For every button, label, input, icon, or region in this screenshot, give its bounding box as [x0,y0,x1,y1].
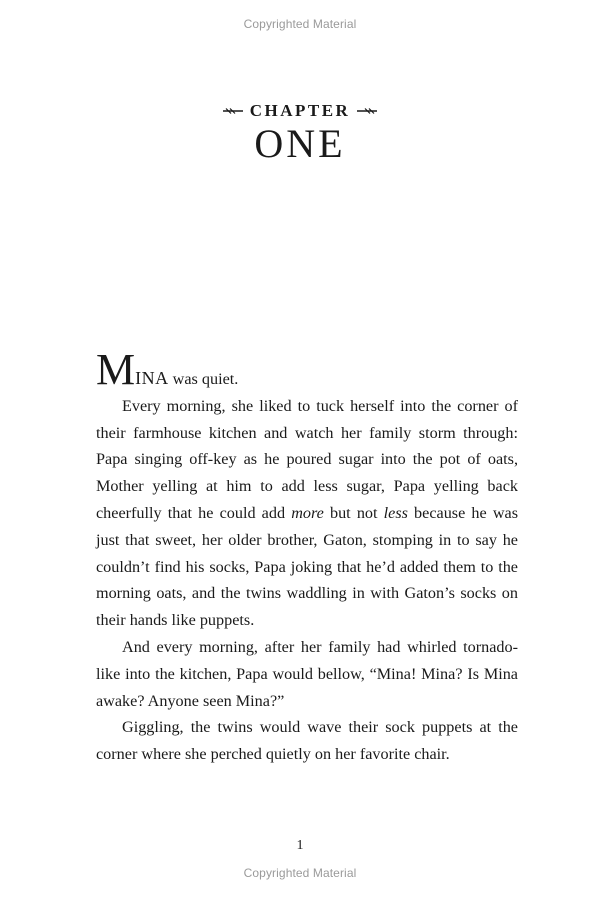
opening-paragraph [96,345,518,394]
page-number: 1 [296,838,304,853]
chapter-label: CHAPTER [249,101,351,120]
body-text [96,345,519,768]
small-caps-name: INA [135,368,169,388]
paragraph-4: Giggling, the twins would wave their sock puppets at the corner where she perched quietly on her favorite chair. [96,718,518,764]
chapter-number: ONE [254,121,346,166]
watermark-bottom: Copyrighted Material [243,866,357,880]
paragraph-2 [96,393,518,634]
paragraph-2-part-2: but not [323,503,384,522]
right-flourish-icon [356,106,378,116]
chapter-heading [0,101,600,121]
paragraph-2-part-3: because he was just that sweet, her older brother, Gaton, stomping in to say he couldn’t find his socks, Papa joking that he’d added them to the morning oats, and the twins waddling in with Gaton’s socks on their hands like puppets. [96,503,519,630]
emphasis-more: more [291,503,324,522]
paragraph-3: And every morning, after her family had whirled tornado-like into the kitchen, Papa would bellow, “Mina! Mina? Is Mina awake? Anyone seen Mina?” [96,637,518,710]
opening-rest: was quiet. [168,370,239,388]
watermark-top: Copyrighted Material [243,17,357,31]
emphasis-less: less [383,503,408,522]
left-flourish-icon [222,106,244,116]
paragraph-2-part-1: Every morning, she liked to tuck herself into the corner of their farmhouse kitchen and watch her family storm through: Papa singing off-key as he poured sugar into the pot of oats, Mother yelling at him to add less sugar, Papa yelling back cheerfully that he could add [96,396,518,522]
drop-cap: M [96,345,136,394]
